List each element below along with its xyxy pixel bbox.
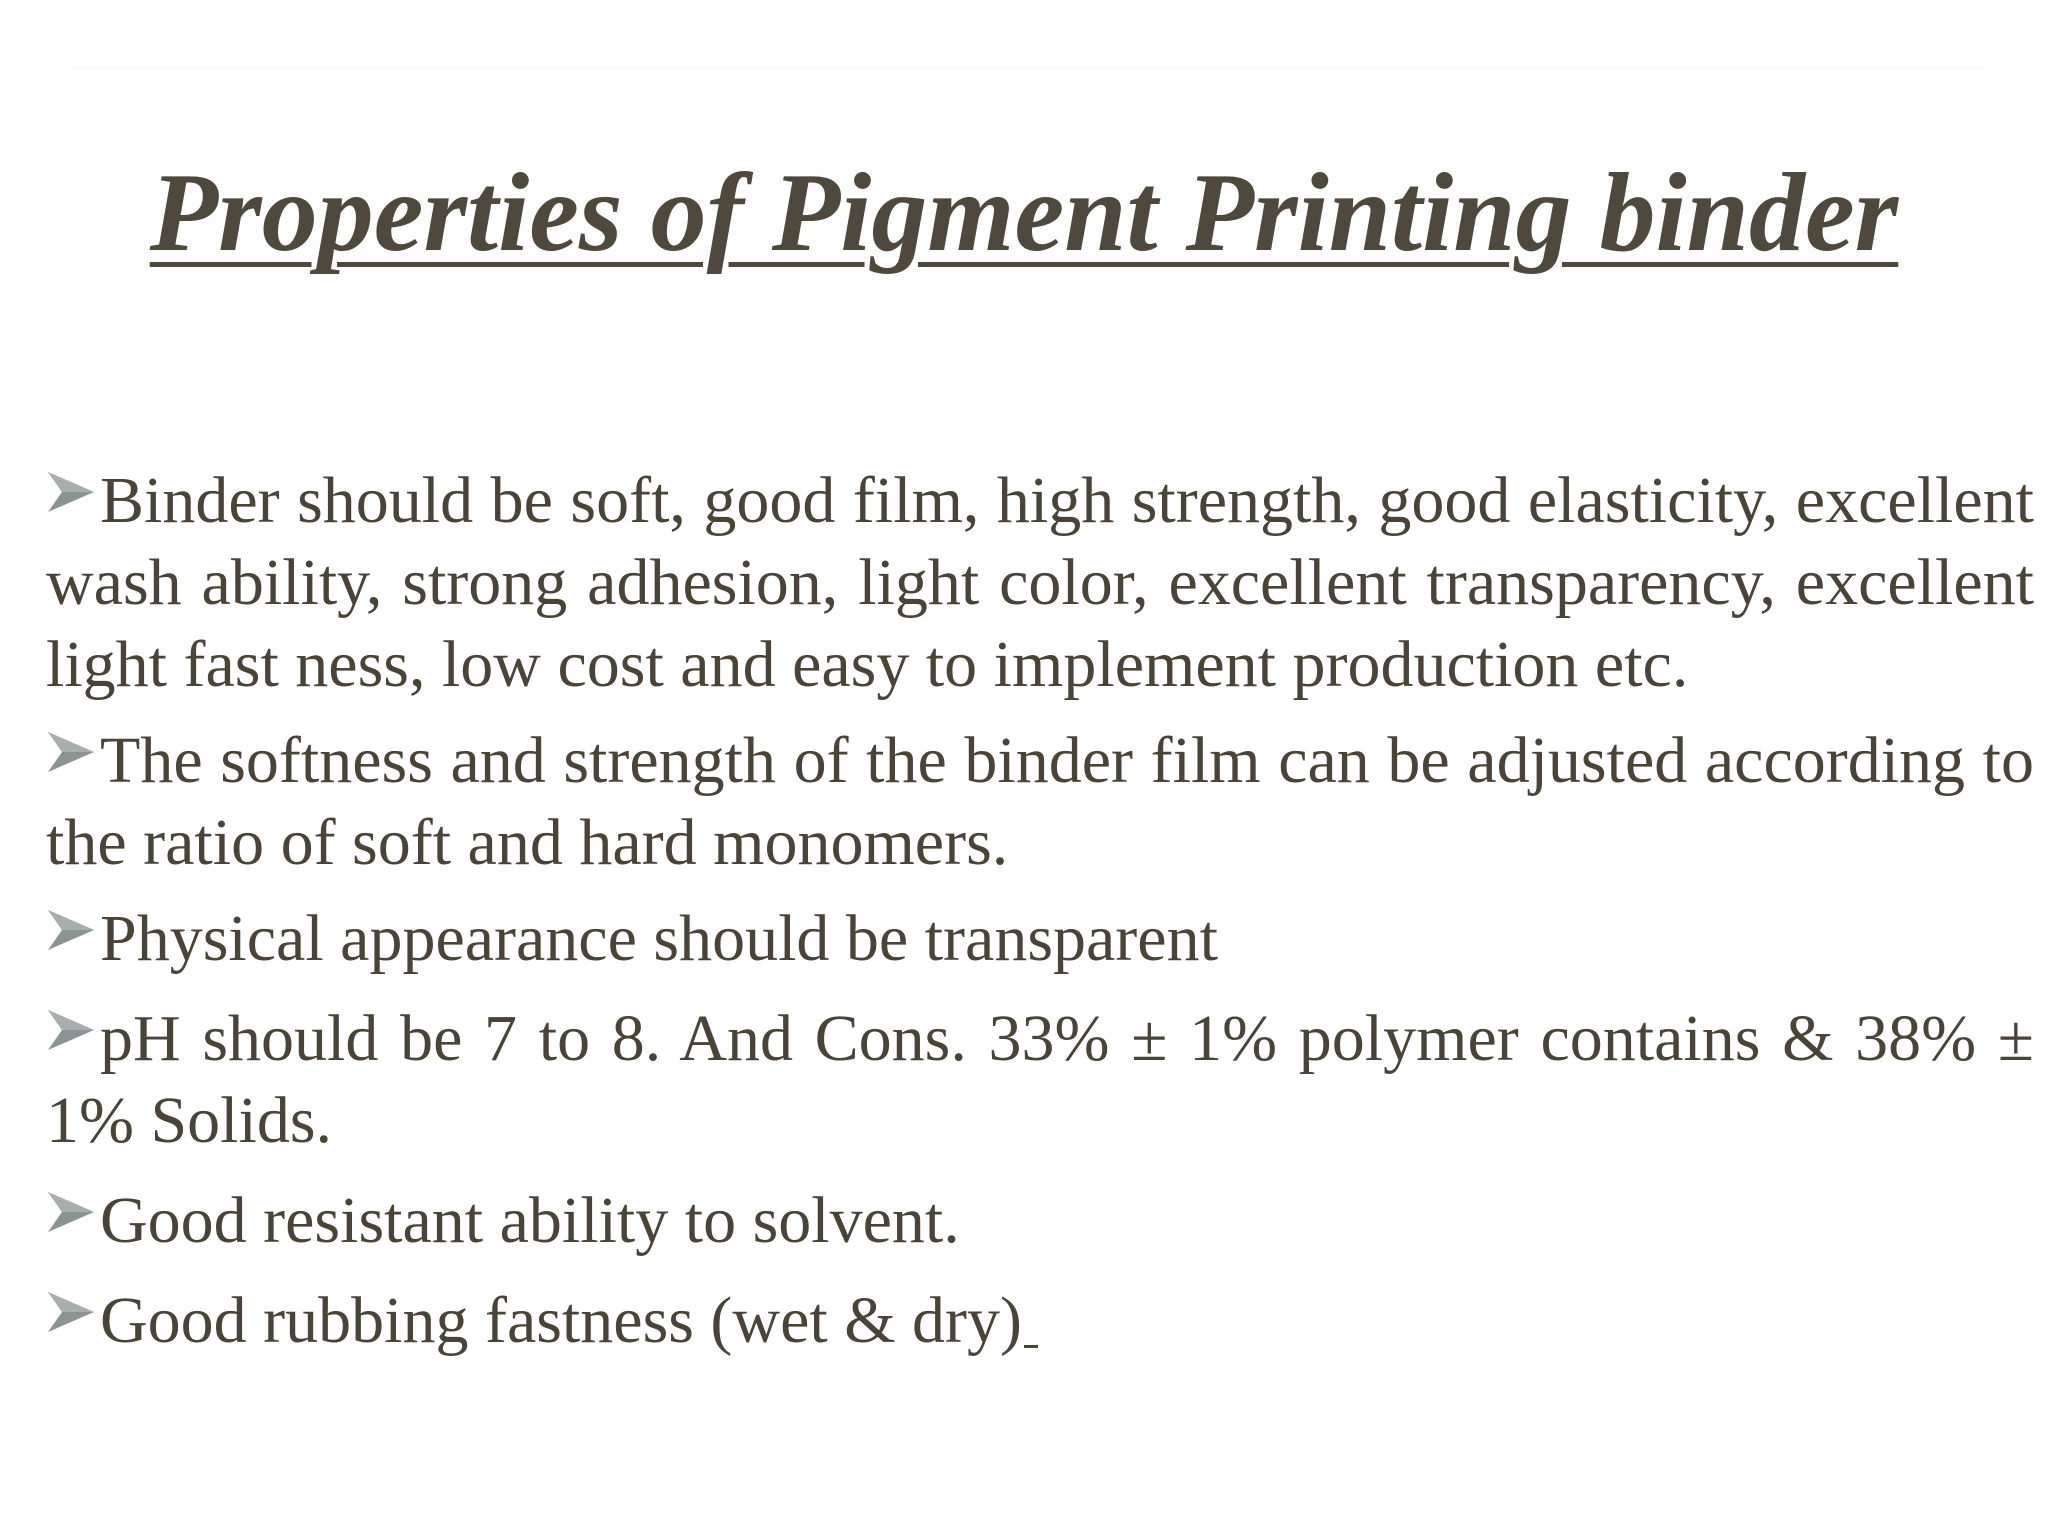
text-cursor-mark — [1024, 1345, 1038, 1348]
slide-title: Properties of Pigment Printing binder — [149, 151, 1899, 275]
bullet-text: Binder should be soft, good film, high strength, good elasticity, excellent wash ability, strong adhesion, light color, excellent transparency, excellent light fast ness, low cost and easy to implement production etc. — [46, 464, 2034, 701]
bullet-list — [46, 460, 2034, 1362]
bullet-text: The softness and strength of the binder film can be adjusted according to the ratio of soft and hard monomers. — [46, 724, 2034, 879]
bullet-item — [46, 898, 2034, 980]
arrow-bullet-icon — [46, 728, 96, 776]
arrow-bullet-icon — [46, 468, 96, 516]
bullet-item — [46, 1180, 2034, 1262]
arrow-bullet-icon — [46, 1288, 96, 1336]
bullet-text: Good resistant ability to solvent. — [100, 1184, 960, 1257]
bullet-item — [46, 460, 2034, 706]
arrow-bullet-icon — [46, 1006, 96, 1054]
arrow-bullet-icon — [46, 906, 96, 954]
bullet-text: Physical appearance should be transparent — [100, 902, 1218, 975]
bullet-item — [46, 720, 2034, 884]
bullet-text: pH should be 7 to 8. And Cons. 33% ± 1% polymer contains & 38% ± 1% Solids. — [46, 1002, 2034, 1157]
arrow-bullet-icon — [46, 1188, 96, 1236]
bullet-item — [46, 998, 2034, 1162]
bullet-item — [46, 1280, 2034, 1362]
bullet-text: Good rubbing fastness (wet & dry) — [100, 1284, 1023, 1357]
